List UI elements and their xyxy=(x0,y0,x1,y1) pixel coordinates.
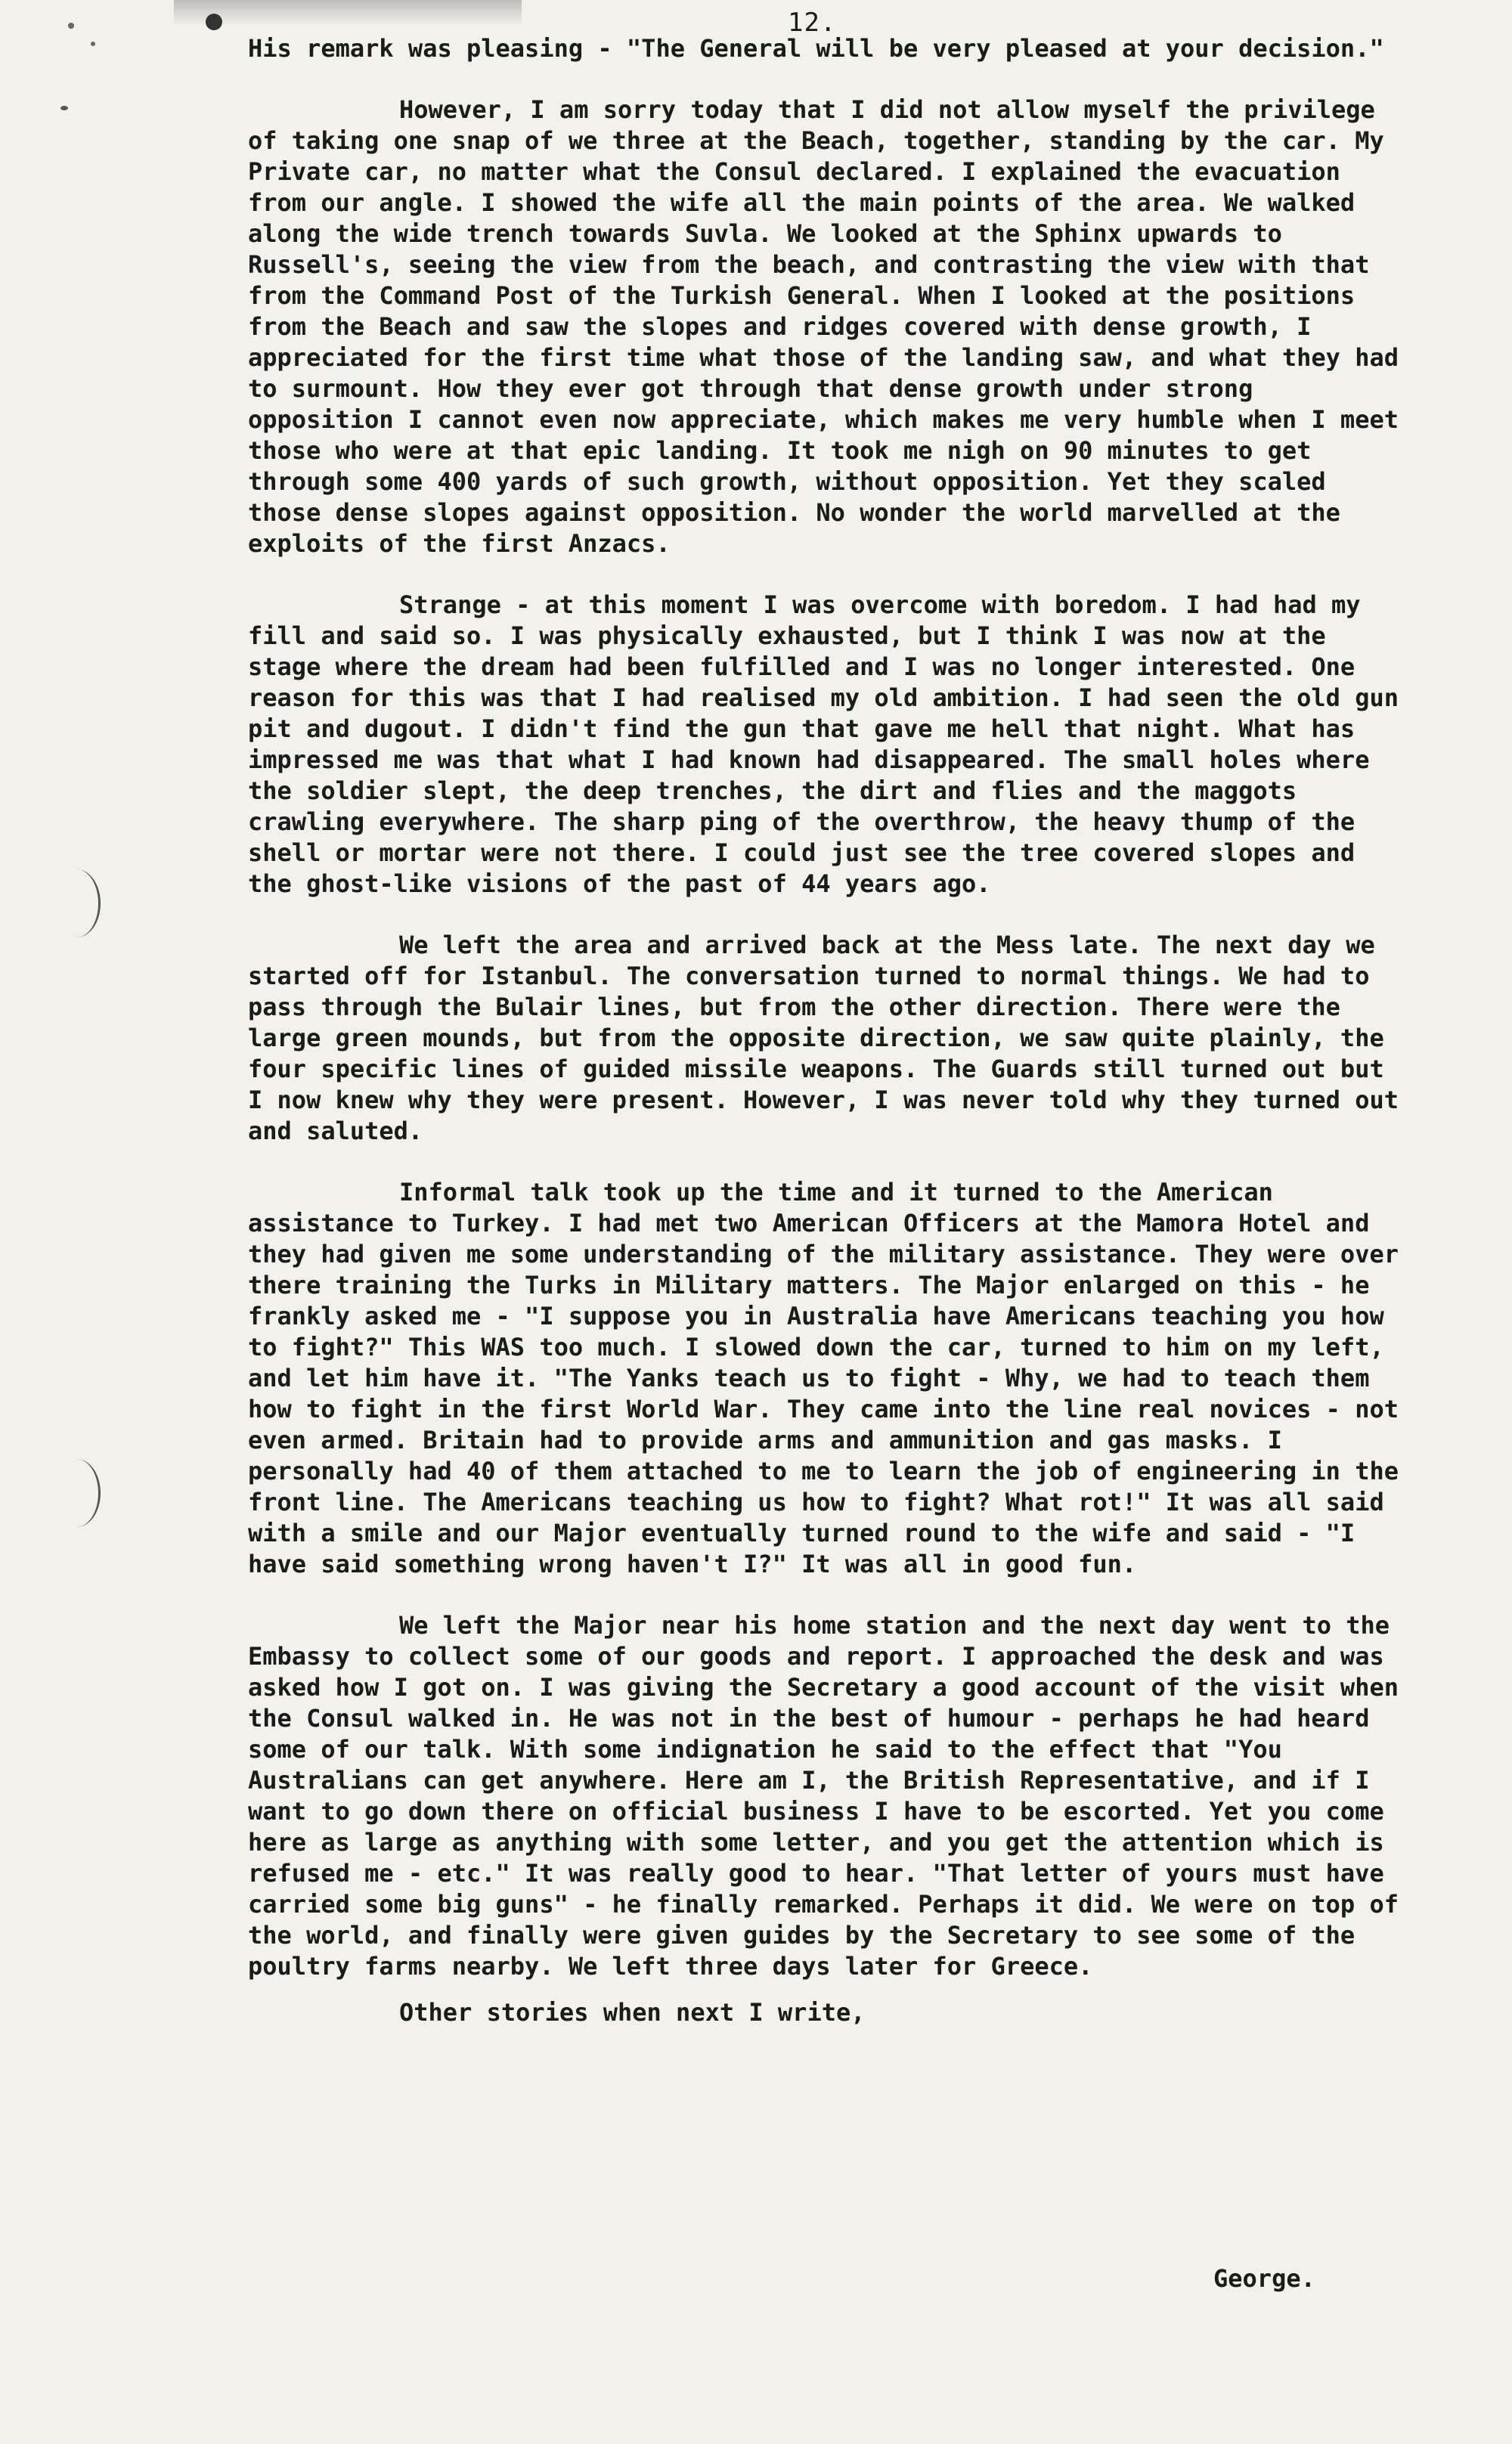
page-number: 12. xyxy=(788,8,837,38)
paragraph: However, I am sorry today that I did not allow myself the privilege of taking one snap of we three at the Beach, together, standing by the car. My Private car, no matter what the Consul declared. I explained the evacuation from our angle. I showed the wife all the main points of the area. We walked along the wide trench towards Suvla. We looked at the Sphinx upwards to Russell's, seeing the view from the beach, and contrasting the view with that from the Command Post of the Turkish General. When I looked at the positions from the Beach and saw the slopes and ridges covered with dense growth, I appreciated for the first time what those of the landing saw, and what they had to surmount. How they ever got through that dense growth under strong opposition I cannot even now appreciate, which makes me very humble when I meet those who were at that epic landing. It took me nigh on 90 minutes to get through some 400 yards of such growth, without opposition. Yet they scaled those dense slopes against opposition. No wonder the world marvelled at the exploits of the first Anzacs. xyxy=(248,95,1399,558)
scan-stain xyxy=(174,0,522,26)
ink-speck xyxy=(60,106,68,110)
signature: George. xyxy=(1213,2264,1315,2293)
ink-speck xyxy=(68,23,74,29)
punch-hole xyxy=(53,1459,101,1527)
ink-speck xyxy=(91,42,95,46)
letter-body xyxy=(248,33,1412,2033)
paragraph: Informal talk took up the time and it turned to the American assistance to Turkey. I had met two American Officers at the Mamora Hotel and they had given me some understanding of the military assistance. They were over there training the Turks in Military matters. The Major enlarged on this - he frankly asked me - "I suppose you in Australia have Americans teaching you how to fight?" This WAS too much. I slowed down the car, turned to him on my left, and let him have it. "The Yanks teach us to fight - Why, we had to teach them how to fight in the first World War. They came into the line real novices - not even armed. Britain had to provide arms and ammunition and gas masks. I personally had 40 of them attached to me to learn the job of engineering in the front line. The Americans teaching us how to fight? What rot!" It was all said with a smile and our Major eventually turned round to the wife and said - "I have said something wrong haven't I?" It was all in good fun. xyxy=(248,1178,1399,1578)
paragraph: His remark was pleasing - "The General will be very pleased at your decision." xyxy=(248,34,1384,63)
punch-hole xyxy=(53,869,101,937)
paragraph: Strange - at this moment I was overcome with boredom. I had had my fill and said so. I was physically exhausted, but I think I was now at the stage where the dream had been fulfilled and I was no longer interested. One reason for this was that I had realised my old ambition. I had seen the old gun pit and dugout. I didn't find the gun that gave me hell that night. What has impressed me was that what I had known had disappeared. The small holes where the soldier slept, the deep trenches, the dirt and flies and the maggots crawling everywhere. The sharp ping of the overthrow, the heavy thump of the shell or mortar were not there. I could just see the tree covered slopes and the ghost-like visions of the past of 44 years ago. xyxy=(248,590,1399,898)
paragraph: We left the area and arrived back at the Mess late. The next day we started off for Istanbul. The conversation turned to normal things. We had to pass through the Bulair lines, but from the other direction. There were the large green mounds, but from the opposite direction, we saw quite plainly, the four specific lines of guided missile weapons. The Guards still turned out but I now knew why they were present. However, I was never told why they turned out and saluted. xyxy=(248,931,1399,1145)
paragraph: We left the Major near his home station and the next day went to the Embassy to collect some of our goods and report. I approached the desk and was asked how I got on. I was giving the Secretary a good account of the visit when the Consul walked in. He was not in the best of humour - perhaps he had heard some of our talk. With some indignation he said to the effect that "You Australians can get anywhere. Here am I, the British Representative, and if I want to go down there on official business I have to be escorted. Yet you come here as large as anything with some letter, and you get the attention which is refused me - etc." It was really good to hear. "That letter of yours must have carried some big guns" - he finally remarked. Perhaps it did. We were on top of the world, and finally were given guides by the Secretary to see some of the poultry farms nearby. We left three days later for Greece. xyxy=(248,1611,1399,1981)
ink-spot xyxy=(206,14,222,30)
closing-line: Other stories when next I write, xyxy=(399,1998,866,2027)
